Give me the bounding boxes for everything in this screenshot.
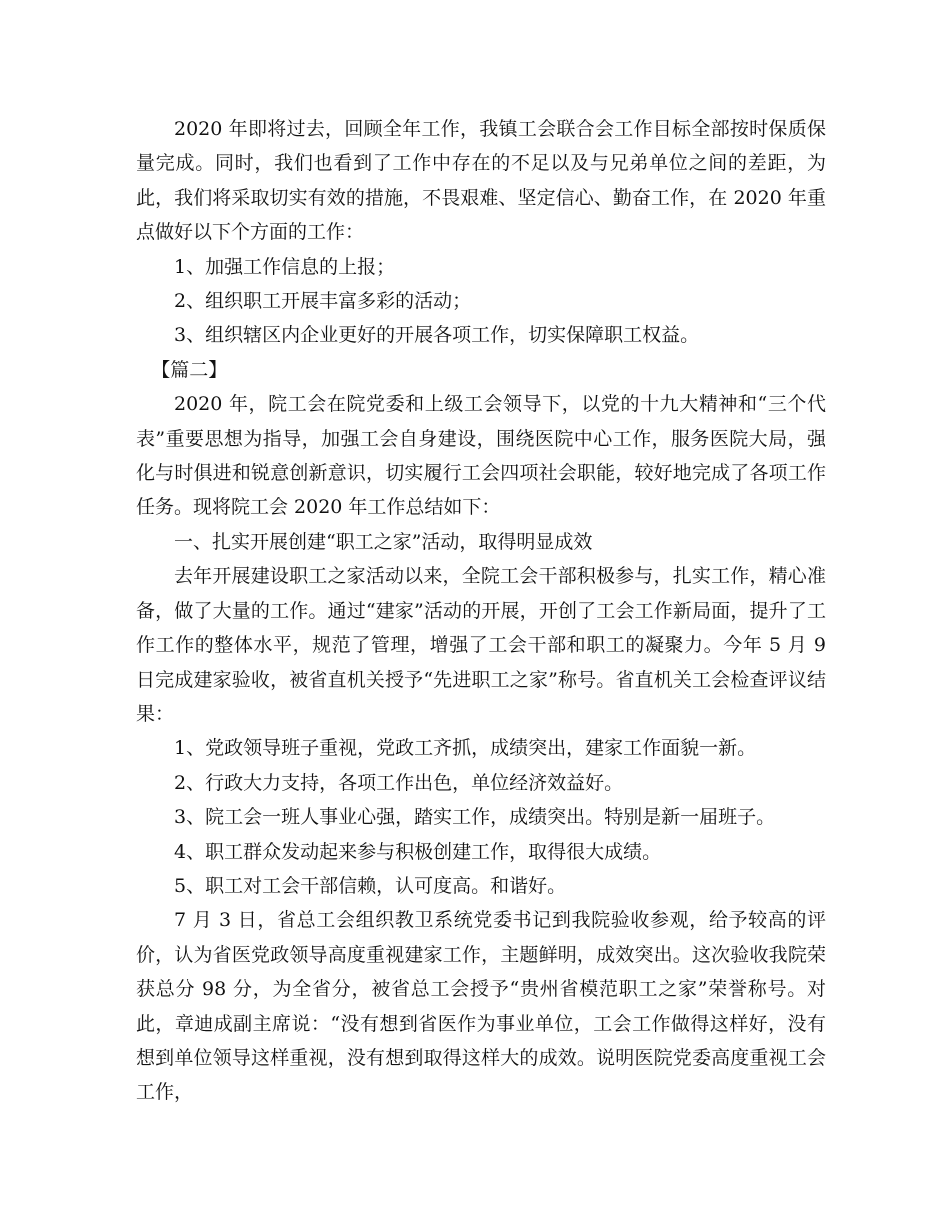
- document-body: [136, 112, 826, 1110]
- paragraph-summary-intro: 2020 年，院工会在院党委和上级工会领导下，以党的十九大精神和“三个代表”重要思想为指导，加强工会自身建设，围绕医院中心工作，服务医院大局，强化与时俱进和锐意创新意识，切实履行工会四项社会职能，较好地完成了各项工作任务。现将院工会 2020 年工作总结如下：: [136, 393, 826, 519]
- list-item: 3、组织辖区内企业更好的开展各项工作，切实保障职工权益。: [174, 324, 700, 347]
- list-item: 1、加强工作信息的上报；: [174, 255, 396, 278]
- list-item: 5、职工对工会干部信赖，认可度高。和谐好。: [174, 874, 567, 897]
- list-item: 2、组织职工开展丰富多彩的活动；: [174, 290, 472, 313]
- subsection-heading: 一、扎实开展创建“职工之家”活动，取得明显成效: [174, 530, 593, 553]
- paragraph-body: 7 月 3 日，省总工会组织教卫系统党委书记到我院验收参观，给予较高的评价，认为省医党政领导高度重视建家工作，主题鲜明，成效突出。这次验收我院荣获总分 98 分，为全省分，被省总工会授予“贵州省模范职工之家”荣誉称号。对此，章迪成副主席说：“没有想到省医作为事业单位，工会工作做得这样好，没有想到单位领导这样重视，没有想到取得这样大的成效。说明医院党委高度重视工会工作，: [136, 909, 826, 1104]
- section-heading: 【篇二】: [151, 358, 228, 381]
- list-item: 3、院工会一班人事业心强，踏实工作，成绩突出。特别是新一届班子。: [174, 806, 776, 829]
- list-item: 4、职工群众发动起来参与积极创建工作，取得很大成绩。: [174, 840, 662, 863]
- list-item: 1、党政领导班子重视，党政工齐抓，成绩突出，建家工作面貌一新。: [174, 737, 757, 760]
- list-item: 2、行政大力支持，各项工作出色，单位经济效益好。: [174, 771, 624, 794]
- paragraph-intro: 2020 年即将过去，回顾全年工作，我镇工会联合会工作目标全部按时保质保量完成。同时，我们也看到了工作中存在的不足以及与兄弟单位之间的差距，为此，我们将采取切实有效的措施，不畏艰难、坚定信心、勤奋工作，在 2020 年重点做好以下个方面的工作：: [136, 118, 826, 244]
- paragraph-body: 去年开展建设职工之家活动以来，全院工会干部积极参与，扎实工作，精心准备，做了大量的工作。通过“建家”活动的开展，开创了工会工作新局面，提升了工作工作的整体水平，规范了管理，增强了工会干部和职工的凝聚力。今年 5 月 9 日完成建家验收，被省直机关授予“先进职工之家”称号。省直机关工会检查评议结果：: [136, 565, 826, 725]
